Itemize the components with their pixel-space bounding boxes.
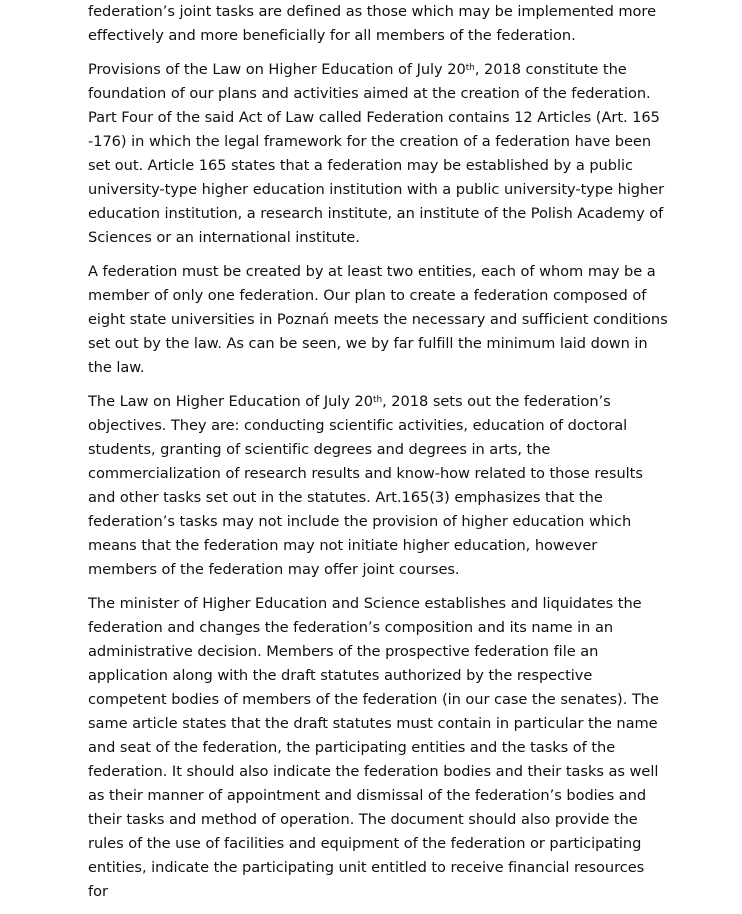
text-line: members of the federation may offer joint courses. — [88, 561, 460, 578]
text-line: and seat of the federation, the participating entities and the tasks of the — [88, 739, 616, 756]
text-run: , 2018 sets out the federation’s — [382, 393, 611, 410]
text-line: the law. — [88, 359, 145, 376]
text-line: application along with the draft statutes authorized by the respective — [88, 667, 593, 684]
text-line: and other tasks set out in the statutes. Art.165(3) emphasizes that the — [88, 489, 603, 506]
paragraph-1 — [88, 0, 668, 48]
text-line: Part Four of the said Act of Law called Federation contains 12 Articles (Art. 165 — [88, 109, 660, 126]
text-line: university-type higher education institution with a public university-type higher — [88, 181, 665, 198]
text-line: federation. It should also indicate the federation bodies and their tasks as well — [88, 763, 659, 780]
ordinal-suffix: th — [465, 63, 475, 73]
text-line: set out. Article 165 states that a federation may be established by a public — [88, 157, 633, 174]
text-line — [88, 58, 668, 82]
text-line: federation and changes the federation’s composition and its name in an — [88, 619, 614, 636]
paragraph-3 — [88, 260, 668, 380]
text-run: The Law on Higher Education of July 20 — [88, 393, 373, 410]
text-line: set out by the law. As can be seen, we by far fulfill the minimum laid down in — [88, 335, 648, 352]
text-line: -176) in which the legal framework for the creation of a federation have been — [88, 133, 652, 150]
text-line: same article states that the draft statutes must contain in particular the name — [88, 715, 658, 732]
paragraph-4 — [88, 390, 668, 582]
text-line: Sciences or an international institute. — [88, 229, 360, 246]
text-line: commercialization of research results and know-how related to those results — [88, 465, 643, 482]
text-line: means that the federation may not initiate higher education, however — [88, 537, 598, 554]
text-line: rules of the use of facilities and equipment of the federation or participating — [88, 835, 642, 852]
text-line: as their manner of appointment and dismissal of the federation’s bodies and — [88, 787, 647, 804]
text-line: competent bodies of members of the federation (in our case the senates). The — [88, 691, 659, 708]
text-run: Provisions of the Law on Higher Education of July 20 — [88, 61, 466, 78]
text-line: member of only one federation. Our plan to create a federation composed of — [88, 287, 647, 304]
text-line: foundation of our plans and activities aimed at the creation of the federation. — [88, 85, 651, 102]
text-line: A federation must be created by at least two entities, each of whom may be a — [88, 263, 656, 280]
paragraph-5 — [88, 592, 668, 904]
text-line: education institution, a research institute, an institute of the Polish Academy of — [88, 205, 664, 222]
text-line: objectives. They are: conducting scientific activities, education of doctoral — [88, 417, 628, 434]
text-line: The minister of Higher Education and Science establishes and liquidates the — [88, 595, 642, 612]
text-line: federation’s joint tasks are defined as those which may be implemented more — [88, 3, 656, 20]
text-line: administrative decision. Members of the prospective federation file an — [88, 643, 599, 660]
text-line: entities, indicate the participating unit entitled to receive financial resources for — [88, 859, 645, 900]
text-line: eight state universities in Poznań meets the necessary and sufficient conditions — [88, 311, 668, 328]
text-line: effectively and more beneficially for all members of the federation. — [88, 27, 576, 44]
text-line: federation’s tasks may not include the provision of higher education which — [88, 513, 632, 530]
text-line — [88, 390, 668, 414]
ordinal-suffix: th — [372, 395, 383, 405]
text-run: , 2018 constitute the — [474, 61, 627, 78]
text-line: students, granting of scientific degrees and degrees in arts, the — [88, 441, 551, 458]
paragraph-2 — [88, 58, 668, 250]
text-line: their tasks and method of operation. The document should also provide the — [88, 811, 638, 828]
document-body — [88, 0, 668, 914]
